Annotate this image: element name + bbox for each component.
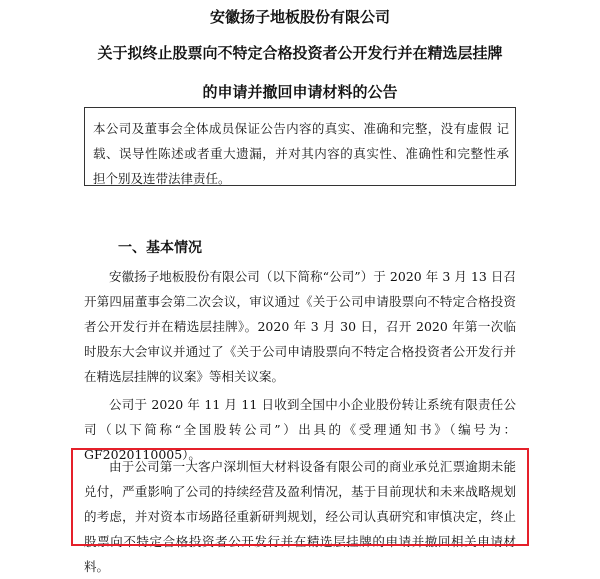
paragraph-acceptance-notice: 公司于 2020 年 11 月 11 日收到全国中小企业股份转让系统有限责任公司（以下简称“全国股转公司”）出具的《受理通知书》（编号为：GF2020110005）。 (84, 397, 516, 462)
company-name: 安徽扬子地板股份有限公司 (209, 8, 390, 26)
board-guarantee-notice: 本公司及董事会全体成员保证公告内容的真实、准确和完整，没有虚假 记载、误导性陈述或者重大遗漏，并对其内容的真实性、准确性和完整性承 担个别及连带法律责任。 (84, 107, 516, 186)
red-highlight-box (71, 448, 529, 546)
announcement-title-line2: 的申请并撤回申请材料的公告 (202, 83, 398, 101)
paragraph-meeting-approval: 安徽扬子地板股份有限公司（以下简称“公司”）于 2020 年 3 月 13 日召开第四届董事会第二次会议，审议通过《关于公司申请股票向不特定合格投资者公开发行并在精选层挂牌》。2020 年 3 月 30 日，召开 2020 年第一次临时股东大会审议并通过了《关于公司申请股票向不特定合格投资者公开发行并在精选层挂牌的议案》等相关议案。 (84, 269, 516, 384)
announcement-title-line1: 关于拟终止股票向不特定合格投资者公开发行并在精选层挂牌 (97, 44, 503, 62)
section-heading-basic-info: 一、基本情况 (118, 240, 202, 256)
paragraph-termination-reason: 由于公司第一大客户深圳恒大材料设备有限公司的商业承兑汇票逾期未能兑付，严重影响了公司的持续经营及盈利情况，基于目前现状和未来战略规划的考虑，并对资本市场路径重新研判规划，经公司认真研究和审慎决定，终止股票向不特定合格投资者公开发行并在精选层挂牌的申请并撤回相关申请材料。 (84, 459, 516, 574)
